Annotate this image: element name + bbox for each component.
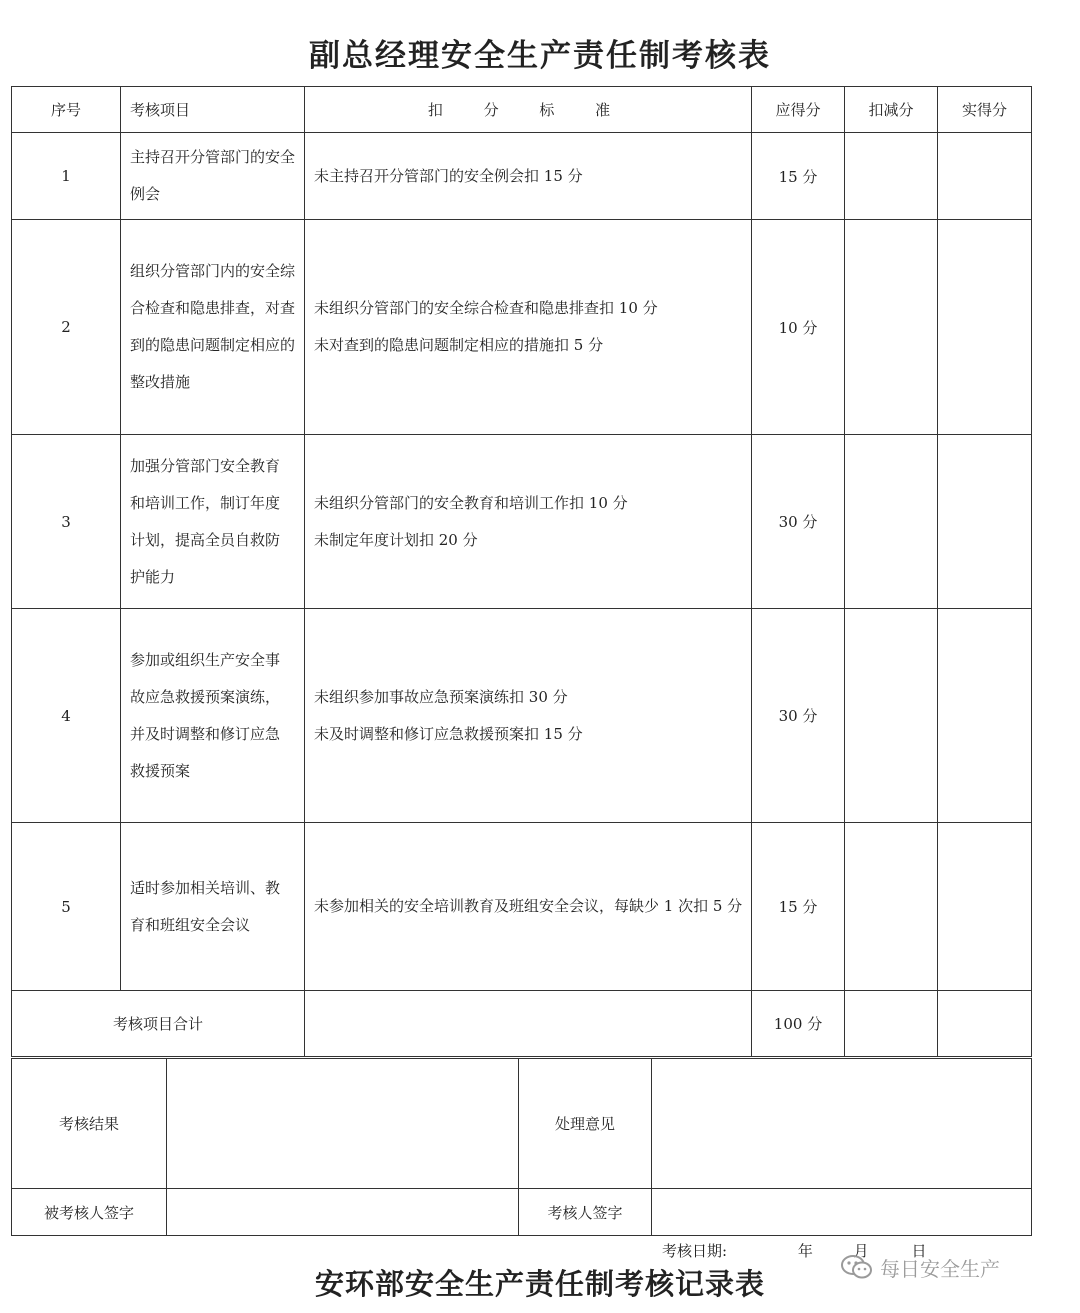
row-due: 15 分	[752, 823, 845, 991]
item-line: 组织分管部门内的安全综	[130, 262, 296, 280]
item-line: 加强分管部门安全教育	[130, 456, 281, 475]
total-row	[12, 991, 1032, 1057]
table-row	[12, 133, 1032, 220]
row-standard	[305, 609, 752, 823]
date-year: 年	[797, 1242, 813, 1260]
table-row	[12, 435, 1032, 609]
standard-line: 未对查到的隐患问题制定相应的措施扣 5 分	[314, 336, 604, 354]
standard-line: 未主持召开分管部门的安全例会扣 15 分	[314, 166, 583, 185]
form-title: 副总经理安全生产责任制考核表	[309, 38, 771, 74]
row-item	[121, 823, 305, 991]
row-deduct-cell[interactable]	[845, 435, 938, 609]
examiner-sign-label: 考核人签字	[519, 1189, 652, 1236]
standard-line: 未组织参加事故应急预案演练扣 30 分	[314, 687, 568, 706]
row-item	[121, 435, 305, 609]
watermark-text: 每日安全生产	[880, 1256, 1000, 1281]
item-line: 并及时调整和修订应急	[130, 724, 281, 743]
row-no: 4	[12, 609, 121, 823]
header-deduct: 扣减分	[845, 87, 938, 133]
table-row	[12, 220, 1032, 435]
signature-row	[12, 1189, 1032, 1236]
row-standard	[305, 220, 752, 435]
row-no: 3	[12, 435, 121, 609]
item-line: 例会	[130, 185, 161, 203]
examinee-sign-label: 被考核人签字	[12, 1189, 167, 1236]
row-item	[121, 220, 305, 435]
date-day: 日	[911, 1242, 927, 1260]
examinee-sign-field[interactable]	[167, 1189, 519, 1236]
standard-line: 未组织分管部门的安全综合检查和隐患排查扣 10 分	[314, 299, 658, 317]
examiner-sign-field[interactable]	[652, 1189, 1032, 1236]
header-standard: 扣 分 标 准	[305, 87, 752, 133]
item-line: 计划，提高全员自救防	[130, 530, 281, 549]
item-line: 育和班组安全会议	[130, 915, 251, 934]
date-label: 考核日期:	[662, 1242, 728, 1260]
row-due: 30 分	[752, 609, 845, 823]
row-deduct-cell[interactable]	[845, 220, 938, 435]
opinion-field[interactable]	[652, 1059, 1032, 1189]
assessment-table	[11, 86, 1032, 1057]
standard-line: 未参加相关的安全培训教育及班组安全会议，每缺少 1 次扣 5 分	[314, 897, 743, 915]
item-line: 到的隐患问题制定相应的	[130, 336, 296, 354]
standard-line: 未组织分管部门的安全教育和培训工作扣 10 分	[314, 493, 628, 512]
header-item: 考核项目	[121, 87, 305, 133]
header-due: 应得分	[752, 87, 845, 133]
row-standard	[305, 823, 752, 991]
item-line: 和培训工作，制订年度	[130, 493, 281, 512]
row-standard	[305, 435, 752, 609]
result-label: 考核结果	[12, 1059, 167, 1189]
item-line: 合检查和隐患排查，对查	[130, 299, 296, 317]
table-row	[12, 609, 1032, 823]
row-due: 10 分	[752, 220, 845, 435]
standard-line: 未制定年度计划扣 20 分	[314, 530, 478, 549]
row-actual-cell[interactable]	[938, 609, 1032, 823]
item-line: 故应急救援预案演练，	[130, 687, 281, 706]
row-actual-cell[interactable]	[938, 435, 1032, 609]
header-row	[12, 87, 1032, 133]
row-actual-cell[interactable]	[938, 823, 1032, 991]
opinion-label: 处理意见	[519, 1059, 652, 1189]
total-actual-cell[interactable]	[938, 991, 1032, 1057]
row-due: 15 分	[752, 133, 845, 220]
row-deduct-cell[interactable]	[845, 133, 938, 220]
next-form-title: 安环部安全生产责任制考核记录表	[314, 1267, 765, 1301]
standard-line: 未及时调整和修订应急救援预案扣 15 分	[314, 724, 583, 743]
row-standard	[305, 133, 752, 220]
total-standard-cell	[305, 991, 752, 1057]
result-field[interactable]	[167, 1059, 519, 1189]
item-line: 主持召开分管部门的安全	[130, 148, 296, 166]
header-actual: 实得分	[938, 87, 1032, 133]
row-actual-cell[interactable]	[938, 133, 1032, 220]
total-deduct-cell[interactable]	[845, 991, 938, 1057]
item-line: 参加或组织生产安全事	[130, 650, 281, 669]
row-item	[121, 609, 305, 823]
row-deduct-cell[interactable]	[845, 609, 938, 823]
row-due: 30 分	[752, 435, 845, 609]
item-line: 适时参加相关培训、教	[130, 878, 281, 897]
date-month: 月	[853, 1242, 869, 1260]
item-line: 救援预案	[130, 761, 191, 780]
item-line: 整改措施	[130, 373, 191, 391]
row-no: 5	[12, 823, 121, 991]
total-label: 考核项目合计	[12, 991, 305, 1057]
total-due: 100 分	[752, 991, 845, 1057]
row-deduct-cell[interactable]	[845, 823, 938, 991]
row-no: 2	[12, 220, 121, 435]
header-no: 序号	[12, 87, 121, 133]
result-row	[12, 1059, 1032, 1189]
row-no: 1	[12, 133, 121, 220]
row-actual-cell[interactable]	[938, 220, 1032, 435]
item-line: 护能力	[130, 567, 176, 586]
result-table	[11, 1058, 1032, 1236]
row-item	[121, 133, 305, 220]
table-row	[12, 823, 1032, 991]
